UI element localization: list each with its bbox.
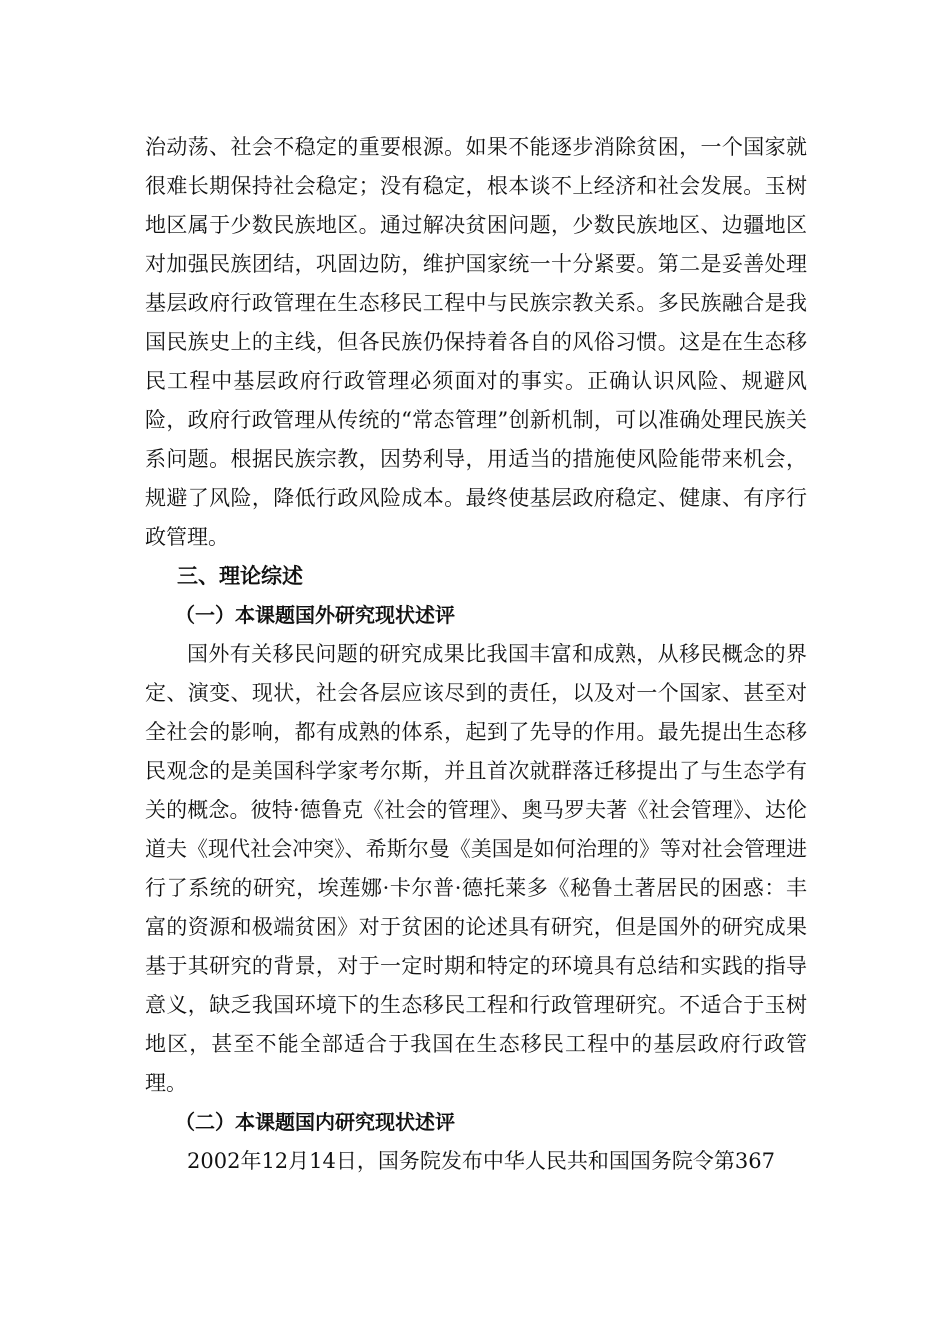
subsection-heading-foreign-research: （一）本课题国外研究现状述评 [175, 603, 455, 627]
body-paragraph-domestic-research: 2002年12月14日，国务院发布中华人民共和国国务院令第367 [187, 1149, 775, 1173]
section-heading-theory-review: 三、理论综述 [177, 564, 303, 588]
body-paragraph-foreign-research: 国外有关移民问题的研究成果比我国丰富和成熟，从移民概念的界定、演变、现状，社会各层应该尽到的责任，以及对一个国家、甚至对全社会的影响，都有成熟的体系，起到了先导的作用。最先提出生态移民观念的是美国科学家考尔斯，并且首次就群落迁移提出了与生态学有关的概念。彼特·德鲁克《社会的管理》、奥马罗夫著《社会管理》、达伦道夫《现代社会冲突》、希斯尔曼《美国是如何治理的》等对社会管理进行了系统的研究，埃莲娜·卡尔普·德托莱多《秘鲁土著居民的困惑：丰富的资源和极端贫困》对于贫困的论述具有研究，但是国外的研究成果基于其研究的背景，对于一定时期和特定的环境具有总结和实践的指导意义，缺乏我国环境下的生态移民工程和行政管理研究。不适合于玉树地区，甚至不能全部适合于我国在生态移民工程中的基层政府行政管理。 [145, 642, 807, 1095]
document-body [145, 128, 807, 1181]
subsection-heading-domestic-research: （二）本课题国内研究现状述评 [175, 1110, 455, 1134]
body-paragraph-continued: 治动荡、社会不稳定的重要根源。如果不能逐步消除贫困，一个国家就很难长期保持社会稳定；没有稳定，根本谈不上经济和社会发展。玉树地区属于少数民族地区。通过解决贫困问题，少数民族地区、边疆地区对加强民族团结，巩固边防，维护国家统一十分紧要。第二是妥善处理基层政府行政管理在生态移民工程中与民族宗教关系。多民族融合是我国民族史上的主线，但各民族仍保持着各自的风俗习惯。这是在生态移民工程中基层政府行政管理必须面对的事实。正确认识风险、规避风险，政府行政管理从传统的“常态管理”创新机制，可以准确处理民族关系问题。根据民族宗教，因势利导，用适当的措施使风险能带来机会，规避了风险，降低行政风险成本。最终使基层政府稳定、健康、有序行政管理。 [145, 135, 807, 549]
